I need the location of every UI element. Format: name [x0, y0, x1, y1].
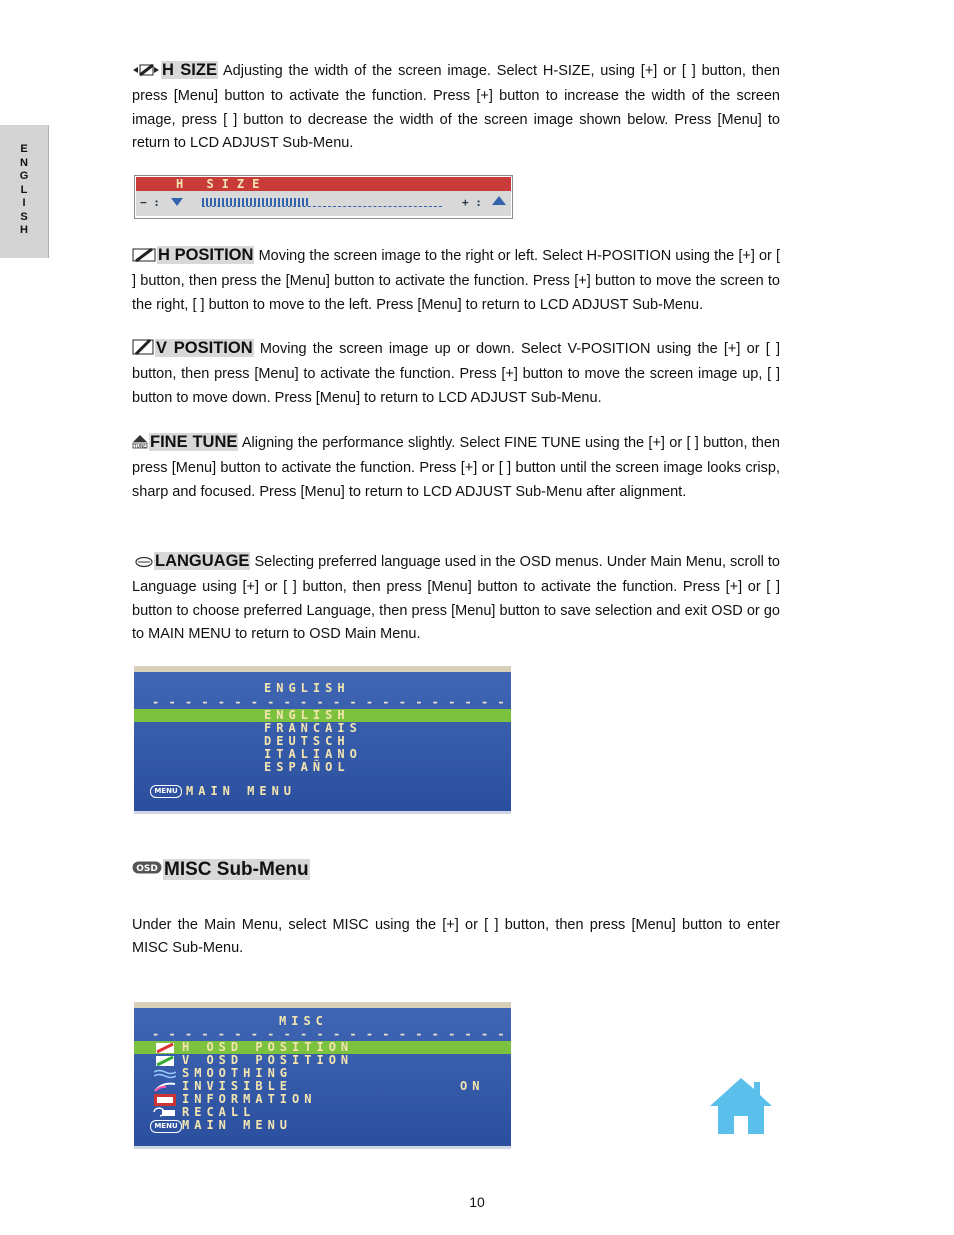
- misc-item-invisible: INVISIBLE: [182, 1079, 293, 1093]
- side-tab-text: E N G L I S H: [19, 143, 29, 236]
- h-size-osd-screenshot: [134, 175, 513, 219]
- language-osd-screenshot: [134, 666, 511, 814]
- page-number: 10: [469, 1194, 485, 1210]
- h-position-icon: [132, 247, 156, 270]
- misc-heading-text: MISC Sub-Menu: [164, 859, 309, 880]
- language-text: Selecting preferred language used in the OSD menus. Under Main Menu, scroll to Language using [+] or [ ] button, then press [Menu] button to activate the function. Press [+] or [ ] button to choose preferred Language, then press [Menu] button to save selection and exit OSD or go to MAIN MENU to return to OSD Main Menu.: [132, 554, 780, 642]
- v-osd-position-icon: [156, 1056, 174, 1066]
- fine-tune-text: Aligning the performance slightly. Select FINE TUNE using the [+] or [ ] button, then press [Menu] button to activate the function. Press [+] or [ ] button until the screen image looks crisp, sharp and focused. Press [Menu] to return to LCD ADJUST Sub-Menu after alignment.: [132, 435, 780, 500]
- language-option-francais: FRANCAIS: [264, 721, 362, 735]
- misc-section: [132, 914, 780, 961]
- misc-item-recall: RECALL: [182, 1105, 256, 1119]
- language-osd-title: ENGLISH: [264, 681, 350, 695]
- language-osd-main-menu: MAIN MENU: [186, 784, 297, 798]
- v-position-heading: V POSITION: [156, 339, 253, 357]
- fine-tune-section: [132, 431, 780, 504]
- fine-tune-heading: FINE TUNE: [150, 433, 238, 451]
- h-size-heading: H SIZE: [162, 61, 217, 79]
- misc-osd-divider: - - - - - - - - - - - - - - - - - - - - - -: [152, 1027, 506, 1041]
- language-heading: LANGUAGE: [155, 552, 250, 570]
- misc-osd-screenshot: [134, 1002, 511, 1149]
- misc-menu-badge-icon: MENU: [150, 1120, 182, 1133]
- osd-icon: [132, 858, 162, 880]
- information-icon: [154, 1094, 176, 1106]
- up-triangle-icon: [492, 196, 506, 205]
- misc-item-main-menu: MAIN MENU: [182, 1118, 293, 1132]
- misc-item-information: INFORMATION: [182, 1092, 317, 1106]
- h-position-section: [132, 244, 780, 317]
- h-osd-position-icon: [156, 1043, 174, 1053]
- language-option-italiano: ITALIANO: [264, 747, 362, 761]
- misc-osd-title: MISC: [279, 1014, 328, 1028]
- h-size-level-fill: [202, 198, 310, 206]
- misc-item-v-osd-position: V OSD POSITION: [182, 1053, 354, 1067]
- h-size-minus-label: − :: [140, 196, 160, 209]
- smoothing-icon: [154, 1069, 176, 1079]
- h-size-osd-header: [136, 177, 511, 191]
- h-size-level-track: [202, 198, 442, 207]
- misc-submenu-heading: [132, 858, 310, 881]
- h-position-text: Moving the screen image to the right or left. Select H-POSITION using the [+] or [ ] button, then press the [Menu] button to activate the function. Press [+] button to move the screen to the right, [ ] button to move to the left. Press [Menu] to return to LCD ADJUST Sub-Menu.: [132, 248, 781, 313]
- misc-text: Under the Main Menu, select MISC using the [+] or [ ] button, then press [Menu] button to enter MISC Sub-Menu.: [132, 917, 780, 957]
- h-size-osd-bar-row: [136, 191, 511, 216]
- fine-tune-icon: [132, 433, 148, 457]
- h-size-section: [132, 59, 780, 155]
- misc-item-smoothing: SMOOTHING: [182, 1066, 293, 1080]
- h-position-heading: H POSITION: [158, 246, 254, 264]
- language-icon: [135, 553, 153, 576]
- osd-badge-text: OSD: [136, 864, 158, 874]
- recall-icon: [152, 1107, 176, 1118]
- fine-tune-badge-text: TUNE: [133, 444, 147, 449]
- down-triangle-icon: [171, 198, 183, 206]
- language-option-english: ENGLISH: [264, 708, 350, 722]
- language-section: [132, 550, 780, 646]
- language-side-tab: [0, 125, 49, 258]
- h-size-icon: [132, 62, 160, 85]
- invisible-icon: [154, 1082, 176, 1092]
- language-option-deutsch: DEUTSCH: [264, 734, 350, 748]
- language-option-espanol: ESPAÑOL: [264, 760, 350, 774]
- v-position-icon: [132, 339, 154, 363]
- language-osd-divider: - - - - - - - - - - - - - - - - - - - - - -: [152, 695, 506, 709]
- menu-badge-icon: MENU: [150, 785, 182, 798]
- h-size-text: Adjusting the width of the screen image. Select H-SIZE, using [+] or [ ] button, then press [Menu] button to activate the function. Press [+] button to increase the width of the screen image, press [ ] button to decrease the width of the screen image shown below. Press [Menu] to return to LCD ADJUST Sub-Menu.: [132, 63, 780, 151]
- invisible-value: ON: [460, 1079, 485, 1093]
- v-position-text: Moving the screen image up or down. Select V-POSITION using the [+] or [ ] button, then press [Menu] to activate the function. Press [+] button to move the screen image up, [ ] button to move down. Press [Menu] to return to LCD ADJUST Sub-Menu.: [132, 341, 781, 406]
- misc-item-h-osd-position: H OSD POSITION: [182, 1040, 354, 1054]
- v-position-section: [132, 337, 780, 410]
- h-size-plus-label: + :: [462, 196, 482, 209]
- h-size-osd-title: H SIZE: [176, 177, 268, 191]
- home-icon[interactable]: [708, 1076, 774, 1141]
